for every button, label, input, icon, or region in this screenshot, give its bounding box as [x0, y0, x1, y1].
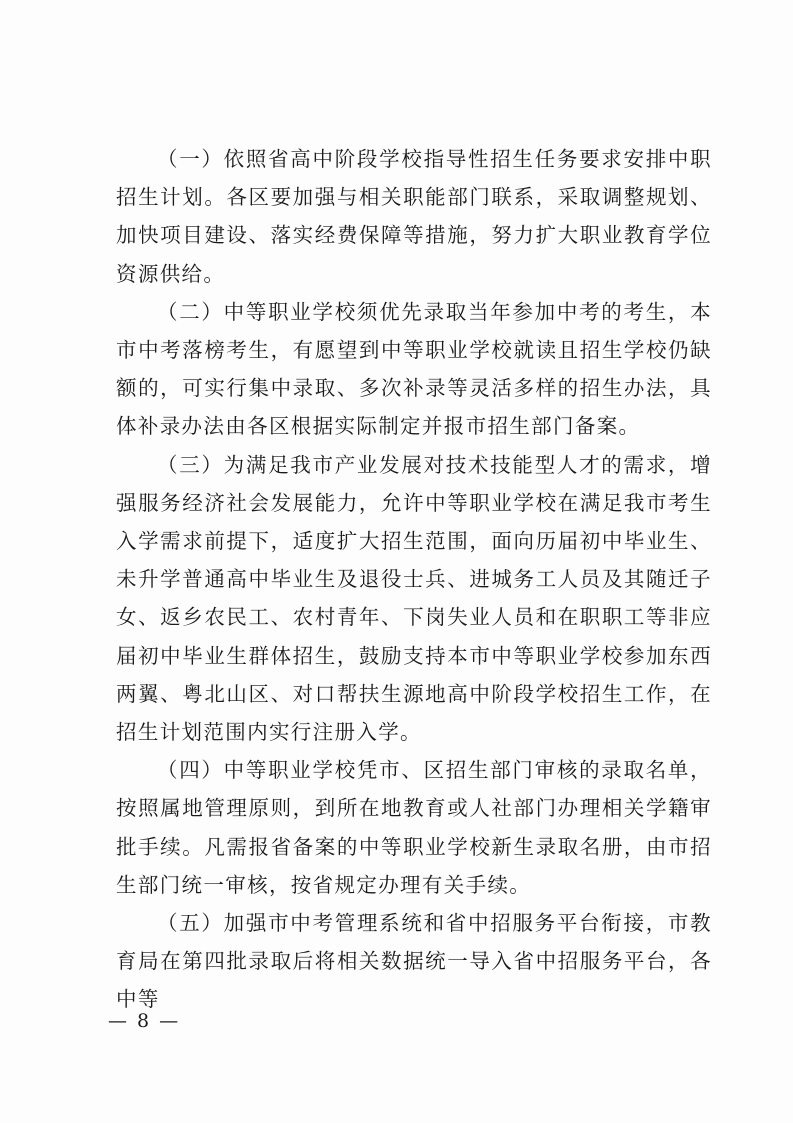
- paragraph-3: （三）为满足我市产业发展对技术技能型人才的需求，增强服务经济社会发展能力，允许中等职业学校在满足我市考生入学需求前提下，适度扩大招生范围，面向历届初中毕业生、未升学普通高中毕业生及退役士兵、进城务工人员及其随迁子女、返乡农民工、农村青年、下岗失业人员和在职职工等非应届初中毕业生群体招生，鼓励支持本市中等职业学校参加东西两翼、粤北山区、对口帮扶生源地高中阶段学校招生工作，在招生计划范围内实行注册入学。: [116, 452, 712, 745]
- paragraph-1: （一）依照省高中阶段学校指导性招生任务要求安排中职招生计划。各区要加强与相关职能部门联系，采取调整规划、加快项目建设、落实经费保障等措施，努力扩大职业教育学位资源供给。: [116, 147, 712, 286]
- paragraph-4: （四）中等职业学校凭市、区招生部门审核的录取名单，按照属地管理原则，到所在地教育或人社部门办理相关学籍审批手续。凡需报省备案的中等职业学校新生录取名册，由市招生部门统一审核，按省规定办理有关手续。: [116, 758, 712, 897]
- page-number: — 8 —: [108, 1010, 181, 1032]
- paragraph-2: （二）中等职业学校须优先录取当年参加中考的考生，本市中考落榜考生，有愿望到中等职业学校就读且招生学校仍缺额的，可实行集中录取、多次补录等灵活多样的招生办法，具体补录办法由各区根据实际制定并报市招生部门备案。: [116, 299, 712, 439]
- paragraph-5: （五）加强市中考管理系统和省中招服务平台衔接，市教育局在第四批录取后将相关数据统一导入省中招服务平台，各中等: [116, 911, 712, 1012]
- document-body: [116, 140, 712, 1019]
